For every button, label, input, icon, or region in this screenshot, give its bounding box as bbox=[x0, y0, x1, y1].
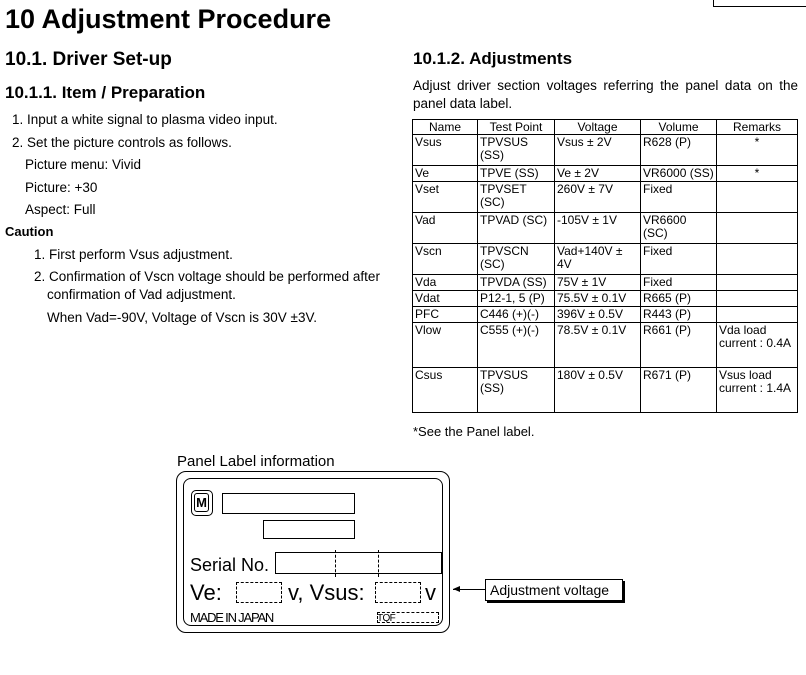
cell-name: Csus bbox=[413, 368, 478, 413]
made-in-japan: MADE IN JAPAN bbox=[190, 610, 274, 625]
cell-test-point: TPVSCN (SC) bbox=[478, 244, 555, 275]
cell-name: Vlow bbox=[413, 323, 478, 368]
cell-volume: Fixed bbox=[641, 275, 717, 291]
serial-label: Serial No. bbox=[190, 555, 270, 575]
intro-line-1: Adjust driver section voltages referring the panel data on the bbox=[413, 78, 798, 93]
caution-title: Caution bbox=[5, 224, 54, 239]
cell-voltage: 75.5V ± 0.1V bbox=[555, 291, 641, 307]
cell-voltage: Vsus ± 2V bbox=[555, 135, 641, 166]
cell-remarks: * bbox=[717, 166, 798, 182]
ve-label: Ve: bbox=[190, 580, 222, 605]
caution-step-1: 1. First perform Vsus adjustment. bbox=[34, 247, 233, 262]
cell-remarks: * bbox=[717, 135, 798, 166]
cell-test-point: C446 (+)(-) bbox=[478, 307, 555, 323]
cell-remarks: Vsus load current : 1.4A bbox=[717, 368, 798, 413]
cell-volume: R661 (P) bbox=[641, 323, 717, 368]
cell-volume: Fixed bbox=[641, 182, 717, 213]
table-header-row bbox=[413, 120, 798, 135]
table-row bbox=[413, 213, 798, 244]
cell-voltage: 180V ± 0.5V bbox=[555, 368, 641, 413]
caution-step-2: 2. Confirmation of Vscn voltage should be performed after bbox=[34, 269, 380, 284]
cell-name: Ve bbox=[413, 166, 478, 182]
cell-voltage: 75V ± 1V bbox=[555, 275, 641, 291]
cell-volume: R443 (P) bbox=[641, 307, 717, 323]
cell-voltage: Vad+140V ± 4V bbox=[555, 244, 641, 275]
table-row bbox=[413, 182, 798, 213]
panel-label-title: Panel Label information bbox=[177, 453, 335, 470]
cell-volume: VR6600 (SC) bbox=[641, 213, 717, 244]
vsus-label: v, Vsus: bbox=[288, 580, 365, 605]
section-title: 10.1. Driver Set-up bbox=[5, 49, 172, 70]
cell-volume: R628 (P) bbox=[641, 135, 717, 166]
cell-voltage: 396V ± 0.5V bbox=[555, 307, 641, 323]
cell-remarks bbox=[717, 213, 798, 244]
picture-setting-menu: Picture menu: Vivid bbox=[25, 157, 142, 172]
table-row bbox=[413, 307, 798, 323]
cell-name: PFC bbox=[413, 307, 478, 323]
cell-remarks bbox=[717, 182, 798, 213]
page-title: 10 Adjustment Procedure bbox=[5, 4, 332, 34]
header-volume: Volume bbox=[641, 120, 717, 135]
picture-setting-picture: Picture: +30 bbox=[25, 180, 98, 195]
code-prefix: TQF bbox=[377, 613, 396, 624]
cell-name: Vsus bbox=[413, 135, 478, 166]
cell-volume: VR6000 (SS) bbox=[641, 166, 717, 182]
cell-test-point: P12-1, 5 (P) bbox=[478, 291, 555, 307]
cell-volume: R671 (P) bbox=[641, 368, 717, 413]
picture-setting-aspect: Aspect: Full bbox=[25, 202, 96, 217]
table-footnote: *See the Panel label. bbox=[413, 424, 535, 439]
maker-logo-letter: M bbox=[194, 493, 209, 512]
code-field-box bbox=[377, 612, 439, 623]
table-row bbox=[413, 135, 798, 166]
cell-name: Vdat bbox=[413, 291, 478, 307]
adjustment-table bbox=[412, 119, 798, 413]
cell-voltage: 260V ± 7V bbox=[555, 182, 641, 213]
panel-label-outer bbox=[176, 471, 450, 633]
cell-remarks bbox=[717, 291, 798, 307]
cell-test-point: TPVE (SS) bbox=[478, 166, 555, 182]
table-row bbox=[413, 323, 798, 368]
header-test-point: Test Point bbox=[478, 120, 555, 135]
cell-test-point: TPVSUS (SS) bbox=[478, 368, 555, 413]
vsus-value-box bbox=[375, 582, 421, 603]
serial-field-dash-marks bbox=[335, 550, 379, 577]
cell-test-point: C555 (+)(-) bbox=[478, 323, 555, 368]
cell-voltage: -105V ± 1V bbox=[555, 213, 641, 244]
table-row bbox=[413, 244, 798, 275]
cell-volume: Fixed bbox=[641, 244, 717, 275]
cell-remarks: Vda load current : 0.4A bbox=[717, 323, 798, 368]
ve-value-box bbox=[236, 582, 282, 603]
cell-name: Vset bbox=[413, 182, 478, 213]
adjustment-voltage-callout: Adjustment voltage bbox=[485, 579, 623, 601]
caution-step-2-cont: confirmation of Vad adjustment. bbox=[47, 287, 236, 302]
cell-test-point: TPVSUS (SS) bbox=[478, 135, 555, 166]
label-field-box-1 bbox=[222, 493, 355, 514]
table-row bbox=[413, 291, 798, 307]
header-name: Name bbox=[413, 120, 478, 135]
cell-voltage: 78.5V ± 0.1V bbox=[555, 323, 641, 368]
cell-name: Vad bbox=[413, 213, 478, 244]
prep-step-2: 2. Set the picture controls as follows. bbox=[12, 135, 232, 150]
header-remarks: Remarks bbox=[717, 120, 798, 135]
subsection-title-adjustments: 10.1.2. Adjustments bbox=[413, 49, 573, 68]
header-rule-box bbox=[713, 0, 806, 7]
cell-remarks bbox=[717, 275, 798, 291]
cell-name: Vscn bbox=[413, 244, 478, 275]
label-field-box-2 bbox=[263, 520, 355, 539]
cell-voltage: Ve ± 2V bbox=[555, 166, 641, 182]
intro-line-2: panel data label. bbox=[413, 96, 513, 111]
adjustments-intro bbox=[413, 77, 798, 113]
cell-name: Vda bbox=[413, 275, 478, 291]
cell-volume: R665 (P) bbox=[641, 291, 717, 307]
table-row bbox=[413, 166, 798, 182]
callout-arrowhead-icon bbox=[453, 586, 460, 592]
table-row bbox=[413, 368, 798, 413]
vsus-unit: v bbox=[425, 580, 436, 605]
maker-logo-icon bbox=[191, 490, 213, 516]
cell-test-point: TPVDA (SS) bbox=[478, 275, 555, 291]
subsection-title-preparation: 10.1.1. Item / Preparation bbox=[5, 83, 206, 102]
cell-test-point: TPVAD (SC) bbox=[478, 213, 555, 244]
prep-step-1: 1. Input a white signal to plasma video input. bbox=[12, 112, 278, 127]
cell-remarks bbox=[717, 307, 798, 323]
header-voltage: Voltage bbox=[555, 120, 641, 135]
cell-test-point: TPVSET (SC) bbox=[478, 182, 555, 213]
panel-label-inner bbox=[183, 478, 443, 626]
table-row bbox=[413, 275, 798, 291]
caution-vscn-note: When Vad=-90V, Voltage of Vscn is 30V ±3V. bbox=[47, 310, 317, 325]
cell-remarks bbox=[717, 244, 798, 275]
